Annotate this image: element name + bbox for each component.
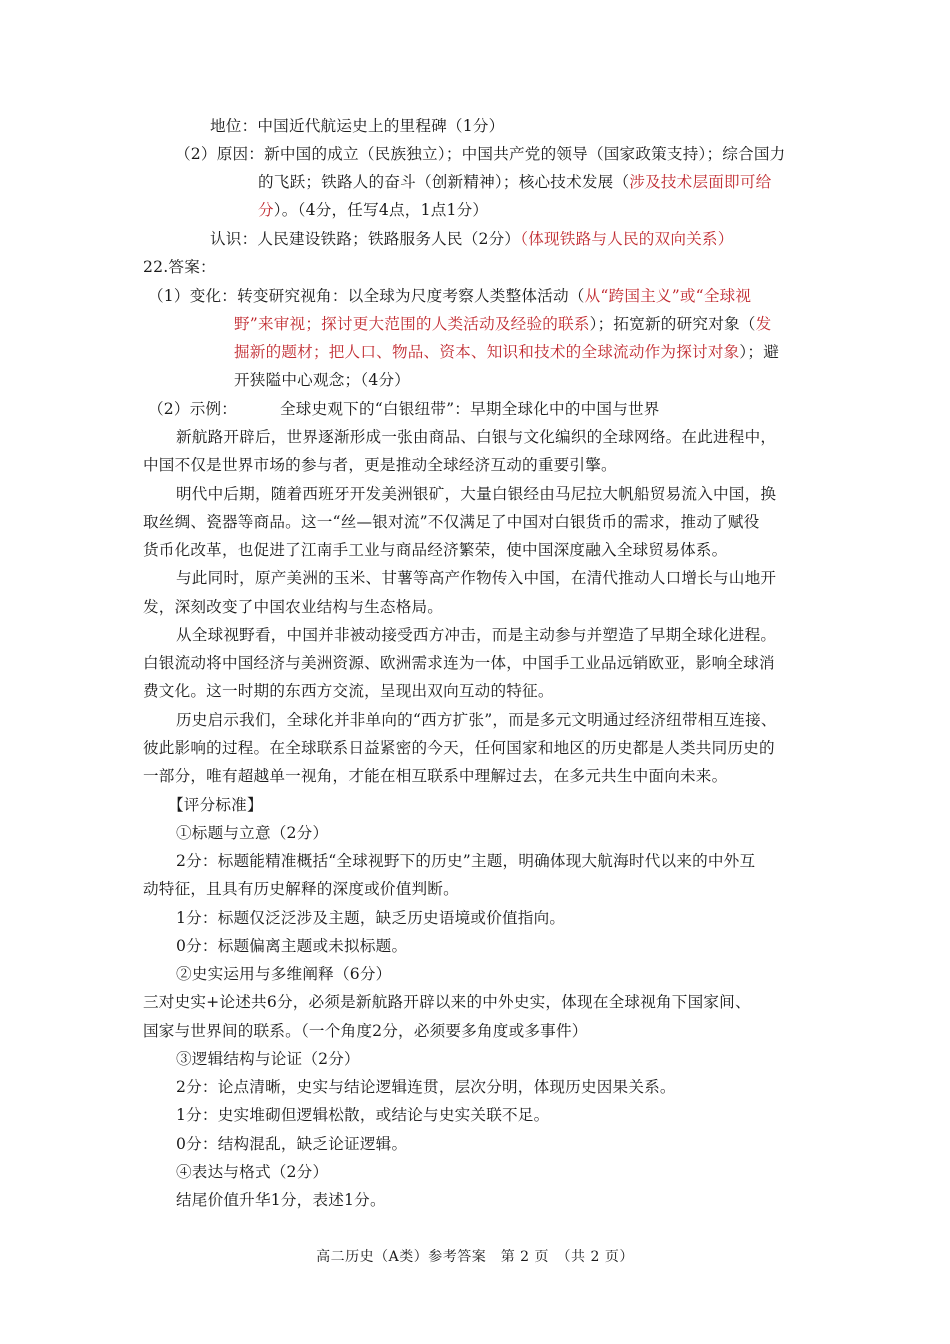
essay-line: 明代中后期，随着西班牙开发美洲银矿，大量白银经由马尼拉大帆船贸易流入中国，换 [176,485,777,503]
essay-line: 彼此影响的过程。在全球联系日益紧密的今天，任何国家和地区的历史都是人类共同历史的 [143,739,775,757]
rubric-line: 2分：标题能精准概括“全球视野下的历史”主题，明确体现大航海时代以来的中外互 [176,852,756,870]
q22-part1-text-2: ）；拓宽新的研究对象（ [589,315,756,333]
q22-part1-line-2 [234,314,771,334]
essay-line: 新航路开辟后，世界逐渐形成一张由商品、白银与文化编织的全球网络。在此进程中， [176,428,777,446]
q21-part2-score: ）。（4分，任写4点，1点1分） [273,201,489,219]
rubric-line: 0分：标题偏离主题或未拟标题。 [176,937,408,955]
rubric-line: ④表达与格式（2分） [176,1163,329,1181]
essay-line: 从全球视野看，中国并非被动接受西方冲击，而是主动参与并塑造了早期全球化进程。 [176,626,777,644]
essay-line: 货币化改革，也促进了江南手工业与商品经济繁荣，使中国深度融入全球贸易体系。 [143,541,728,559]
q21-status-line: 地位：中国近代航运史上的里程碑（1分） [210,117,505,135]
q21-insight: 认识：人民建设铁路；铁路服务人民（2分） [210,230,521,248]
q22-part1-line-4: 开狭隘中心观念；（4分） [234,371,411,389]
q22-heading: 22.答案： [143,258,216,276]
rubric-line: 1分：标题仅泛泛涉及主题，缺乏历史语境或价值指向。 [176,909,566,927]
essay-line: 历史启示我们，全球化并非单向的“西方扩张”，而是多元文明通过经济纽带相互连接、 [176,711,777,729]
rubric-line: 0分：结构混乱，缺乏论证逻辑。 [176,1135,408,1153]
rubric-line: 动特征，且具有历史解释的深度或价值判断。 [143,880,459,898]
essay-line: 发，深刻改变了中国农业结构与生态格局。 [143,598,444,616]
rubric-line: ②史实运用与多维阐释（6分） [176,965,392,983]
rubric-line: 1分：史实堆砌但逻辑松散，或结论与史实关联不足。 [176,1106,550,1124]
q22-part1-red-1: 从“跨国主义”或“全球视 [584,287,752,305]
essay-line: 白银流动将中国经济与美洲资源、欧洲需求连为一体，中国手工业品远销欧亚，影响全球消 [143,654,775,672]
rubric-line: ③逻辑结构与论证（2分） [176,1050,360,1068]
essay-line: 取丝绸、瓷器等商品。这一“丝—银对流”不仅满足了中国对白银货币的需求，推动了赋役 [143,513,760,531]
q21-insight-line [210,229,734,249]
essay-line: 一部分，唯有超越单一视角，才能在相互联系中理解过去，在多元共生中面向未来。 [143,767,728,785]
q21-part2-red-note: 涉及技术层面即可给 [629,173,772,191]
essay-line: 与此同时，原产美洲的玉米、甘薯等高产作物传入中国，在清代推动人口增长与山地开 [176,569,777,587]
rubric-line: 结尾价值升华1分，表述1分。 [176,1191,386,1209]
q22-example-title: 全球史观下的“白银纽带”：早期全球化中的中国与世界 [280,400,660,418]
q21-part2-line-3 [258,200,488,220]
q21-part2-red-note-end: 分 [258,201,274,219]
q22-example-label: （2）示例： [148,400,238,418]
rubric-line: ①标题与立意（2分） [176,824,329,842]
q22-part1-red-4: 掘新的题材；把人口、物品、资本、知识和技术的全球流动作为探讨对象 [234,343,740,361]
q21-part2-text: 的飞跃；铁路人的奋斗（创新精神）；核心技术发展（ [258,173,630,191]
page-footer: 高二历史（A类）参考答案 第 2 页 （共 2 页） [316,1249,634,1265]
q22-part1-red-2: 野”来审视；探讨更大范围的人类活动及经验的联系 [234,315,590,333]
rubric-heading: 【评分标准】 [168,796,263,814]
q22-part1-text-3: ）；避 [739,343,779,361]
q21-part2-line-1: （2）原因：新中国的成立（民族独立）；中国共产党的领导（国家政策支持）；综合国力 [175,145,786,163]
essay-line: 费文化。这一时期的东西方交流，呈现出双向互动的特征。 [143,682,554,700]
q22-part1-text: （1）变化：转变研究视角：以全球为尺度考察人类整体活动（ [148,287,585,305]
q22-part1-line-3 [234,342,779,362]
rubric-line: 三对史实+论述共6分，必须是新航路开辟以来的中外史实，体现在全球视角下国家间、 [143,993,751,1011]
rubric-line: 国家与世界间的联系。（一个角度2分，必须要多角度或多事件） [143,1022,588,1040]
q21-part2-line-2 [258,172,771,192]
essay-line: 中国不仅是世界市场的参与者，更是推动全球经济互动的重要引擎。 [143,456,617,474]
q22-part1-line-1 [148,286,751,306]
rubric-line: 2分：论点清晰，史实与结论逻辑连贯，层次分明，体现历史因果关系。 [176,1078,676,1096]
q21-insight-red-note: （体现铁路与人民的双向关系） [520,230,734,248]
q22-part1-red-3: 发 [755,315,772,333]
